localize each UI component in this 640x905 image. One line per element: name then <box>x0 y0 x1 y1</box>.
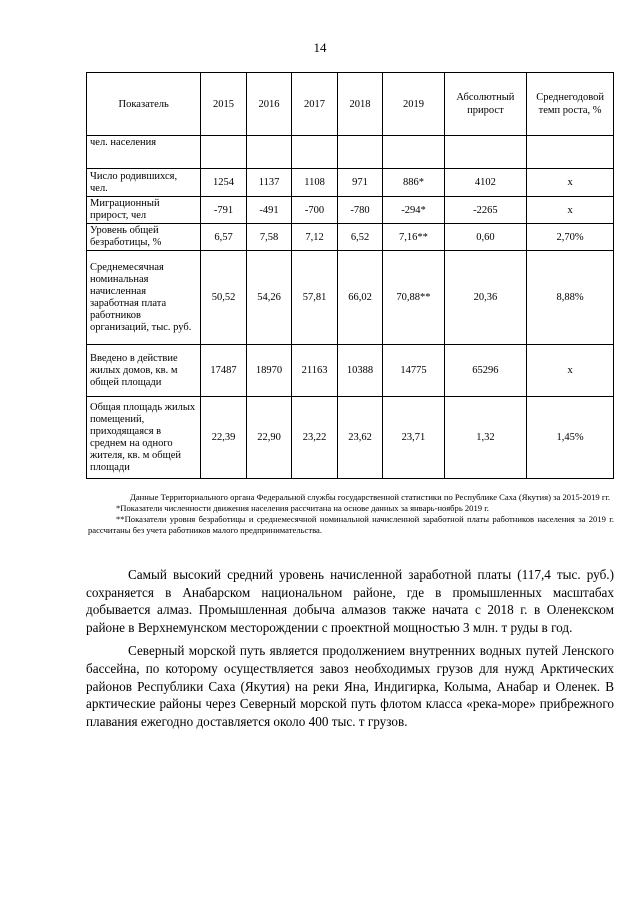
header-cell: Абсолютный прирост <box>444 73 527 136</box>
header-cell: 2017 <box>292 73 338 136</box>
row-label: Уровень общей безработицы, % <box>87 224 201 251</box>
header-cell: 2016 <box>246 73 292 136</box>
table-cell: 10388 <box>337 345 383 397</box>
table-cell: 1137 <box>246 169 292 197</box>
paragraph: Самый высокий средний уровень начисленной заработной платы (117,4 тыс. руб.) сохраняется в Анабарском национальном районе, где в промышленных масштабах добывается алмаз. Промышленная добыча алмазов также начата с 2018 г. в Оленекском районе в Верхнемунском месторождении с проектной мощностью 3 млн. т руды в год. <box>86 567 614 635</box>
table-cell: -791 <box>201 197 247 224</box>
table-cell: 1108 <box>292 169 338 197</box>
table-cell: 22,39 <box>201 397 247 479</box>
table-cell: 54,26 <box>246 251 292 345</box>
statistics-table <box>86 72 614 479</box>
table-cell: 1,32 <box>444 397 527 479</box>
table-cell: 1,45% <box>527 397 614 479</box>
table-cell <box>246 136 292 169</box>
header-cell: 2019 <box>383 73 444 136</box>
body-text <box>86 566 614 736</box>
table-row <box>87 136 614 169</box>
header-cell: Показатель <box>87 73 201 136</box>
table-cell: 14775 <box>383 345 444 397</box>
table-notes <box>88 492 614 536</box>
table-cell: 70,88** <box>383 251 444 345</box>
row-label: Миграционный прирост, чел <box>87 197 201 224</box>
table-row <box>87 345 614 397</box>
table-cell <box>444 136 527 169</box>
page-number: 14 <box>313 40 327 55</box>
paragraph: Северный морской путь является продолжением внутренних водных путей Ленского бассейна, по которому осуществляется завоз необходимых грузов для нужд Арктических районов Республики Саха (Якутия) на реки Яна, Индигирка, Колыма, Анабар и Оленек. В арктические районы через Северный морской путь флотом класса «река-море» прибрежного плавания ежегодно доставляется около 400 тыс. т грузов. <box>86 643 614 729</box>
table-cell: 886* <box>383 169 444 197</box>
table-cell <box>527 136 614 169</box>
footnote-1: *Показатели численности движения населения рассчитана на основе данных за январь-ноябрь 2019 г. <box>116 503 489 513</box>
table-cell: 22,90 <box>246 397 292 479</box>
row-label: Общая площадь жилых помещений, приходящаяся в среднем на одного жителя, кв. м общей площади <box>87 397 201 479</box>
table-cell: х <box>527 169 614 197</box>
table-cell: х <box>527 345 614 397</box>
table-cell: -491 <box>246 197 292 224</box>
table-cell: 6,57 <box>201 224 247 251</box>
table-cell <box>337 136 383 169</box>
table-cell: 7,58 <box>246 224 292 251</box>
table-cell: 50,52 <box>201 251 247 345</box>
table-cell: 20,36 <box>444 251 527 345</box>
table-cell: 7,16** <box>383 224 444 251</box>
row-label: Число родившихся, чел. <box>87 169 201 197</box>
table-row <box>87 169 614 197</box>
table-cell: 23,62 <box>337 397 383 479</box>
table-cell: -780 <box>337 197 383 224</box>
header-cell: 2015 <box>201 73 247 136</box>
table-header-row <box>87 73 614 136</box>
table-row <box>87 251 614 345</box>
row-label: Среднемесячная номинальная начисленная заработная плата работников организаций, тыс. руб. <box>87 251 201 345</box>
table-cell: -294* <box>383 197 444 224</box>
table-cell: 6,52 <box>337 224 383 251</box>
table-cell: 2,70% <box>527 224 614 251</box>
table-cell <box>383 136 444 169</box>
table-cell: 66,02 <box>337 251 383 345</box>
table-cell: -2265 <box>444 197 527 224</box>
table-cell: 57,81 <box>292 251 338 345</box>
table-cell: 0,60 <box>444 224 527 251</box>
table-row <box>87 397 614 479</box>
table-cell <box>201 136 247 169</box>
row-label: чел. населения <box>87 136 201 169</box>
table-cell <box>292 136 338 169</box>
row-label: Введено в действие жилых домов, кв. м общей площади <box>87 345 201 397</box>
table-row <box>87 224 614 251</box>
header-cell: Среднегодовой темп роста, % <box>527 73 614 136</box>
table-cell: 18970 <box>246 345 292 397</box>
table-cell: х <box>527 197 614 224</box>
table-row <box>87 197 614 224</box>
table-cell: -700 <box>292 197 338 224</box>
table-cell: 8,88% <box>527 251 614 345</box>
table-cell: 7,12 <box>292 224 338 251</box>
table-cell: 1254 <box>201 169 247 197</box>
source-note: Данные Территориального органа Федеральной службы государственной статистики по Республике Саха (Якутия) за 2015-2019 гг. <box>130 492 611 502</box>
table-cell: 4102 <box>444 169 527 197</box>
table-cell: 23,22 <box>292 397 338 479</box>
footnote-2: **Показатели уровня безработицы и среднемесячной номинальной начисленной заработной платы работников населения за 2019 г. рассчитаны без учета работников малого предпринимательства. <box>88 514 614 535</box>
table-cell: 65296 <box>444 345 527 397</box>
table-cell: 23,71 <box>383 397 444 479</box>
table-cell: 971 <box>337 169 383 197</box>
table-cell: 17487 <box>201 345 247 397</box>
header-cell: 2018 <box>337 73 383 136</box>
table-cell: 21163 <box>292 345 338 397</box>
